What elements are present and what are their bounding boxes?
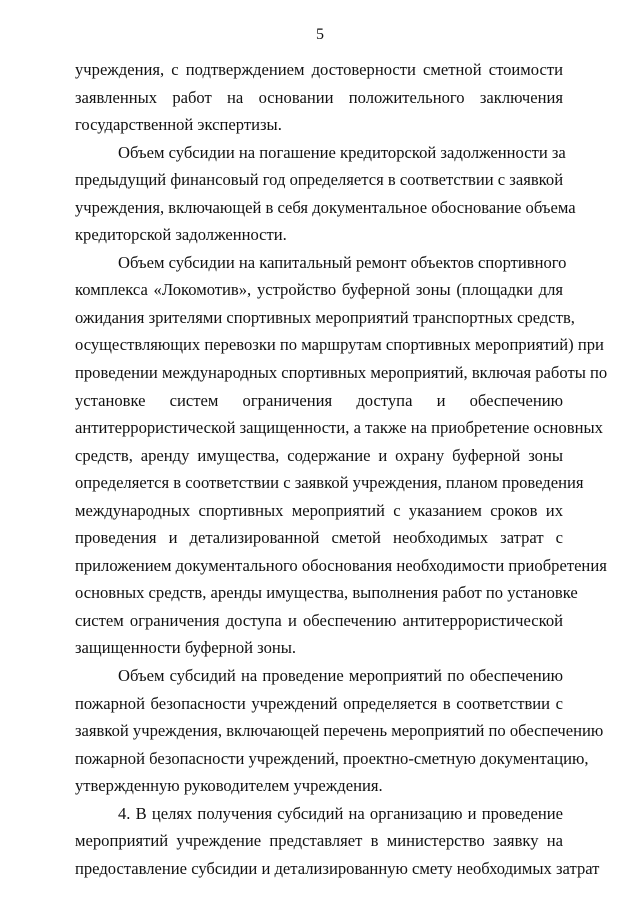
text-line: мероприятий учреждение представляет в министерство заявку на bbox=[75, 831, 563, 851]
text-line: заявленных работ на основании положительного заключения bbox=[75, 87, 563, 107]
text-line: антитеррористической защищенности, а также на приобретение основных bbox=[75, 418, 603, 438]
text-line: комплекса «Локомотив», устройство буферной зоны (площадки для bbox=[75, 280, 563, 300]
text-line: кредиторской задолженности. bbox=[75, 225, 287, 245]
paragraph bbox=[75, 662, 604, 800]
text-line: международных спортивных мероприятий с указанием сроков их bbox=[75, 500, 563, 520]
text-line: пожарной безопасности учреждений, проектно-сметную документацию, bbox=[75, 748, 589, 768]
paragraph bbox=[75, 800, 600, 883]
text-line: утвержденную руководителем учреждения. bbox=[75, 776, 383, 796]
page-number: 5 bbox=[316, 26, 324, 43]
paragraph bbox=[75, 56, 563, 139]
text-line: приложением документального обоснования необходимости приобретения bbox=[75, 555, 607, 575]
text-line: средств, аренду имущества, содержание и охрану буферной зоны bbox=[75, 445, 563, 465]
text-line: систем ограничения доступа и обеспечению антитеррористической bbox=[75, 610, 563, 630]
text-line: Объем субсидий на проведение мероприятий по обеспечению bbox=[118, 666, 563, 686]
text-line: государственной экспертизы. bbox=[75, 115, 282, 135]
text-line: осуществляющих перевозки по маршрутам спортивных мероприятий) при bbox=[75, 335, 604, 355]
text-line: учреждения, включающей в себя документальное обоснование объема bbox=[75, 197, 576, 217]
text-line: пожарной безопасности учреждений определяется в соответствии с bbox=[75, 693, 563, 713]
document-body bbox=[75, 56, 608, 882]
paragraph bbox=[75, 249, 608, 662]
text-line: защищенности буферной зоны. bbox=[75, 638, 297, 658]
text-line: предоставление субсидии и детализированную смету необходимых затрат bbox=[75, 858, 600, 878]
text-line: установке систем ограничения доступа и обеспечению bbox=[75, 390, 563, 410]
text-line: основных средств, аренды имущества, выполнения работ по установке bbox=[75, 583, 578, 603]
text-line: предыдущий финансовый год определяется в соответствии с заявкой bbox=[75, 170, 564, 190]
text-line: определяется в соответствии с заявкой учреждения, планом проведения bbox=[75, 473, 584, 493]
text-line: проведения и детализированной сметой необходимых затрат с bbox=[75, 528, 563, 548]
text-line: Объем субсидии на капитальный ремонт объектов спортивного bbox=[118, 252, 567, 272]
text-line: 4. В целях получения субсидий на организацию и проведение bbox=[118, 803, 563, 823]
paragraph bbox=[75, 139, 576, 249]
text-line: ожидания зрителями спортивных мероприятий транспортных средств, bbox=[75, 307, 575, 327]
text-line: проведении международных спортивных мероприятий, включая работы по bbox=[75, 363, 608, 383]
text-line: учреждения, с подтверждением достоверности сметной стоимости bbox=[75, 60, 563, 79]
text-line: Объем субсидии на погашение кредиторской задолженности за bbox=[118, 142, 566, 162]
text-line: заявкой учреждения, включающей перечень мероприятий по обеспечению bbox=[75, 721, 604, 741]
